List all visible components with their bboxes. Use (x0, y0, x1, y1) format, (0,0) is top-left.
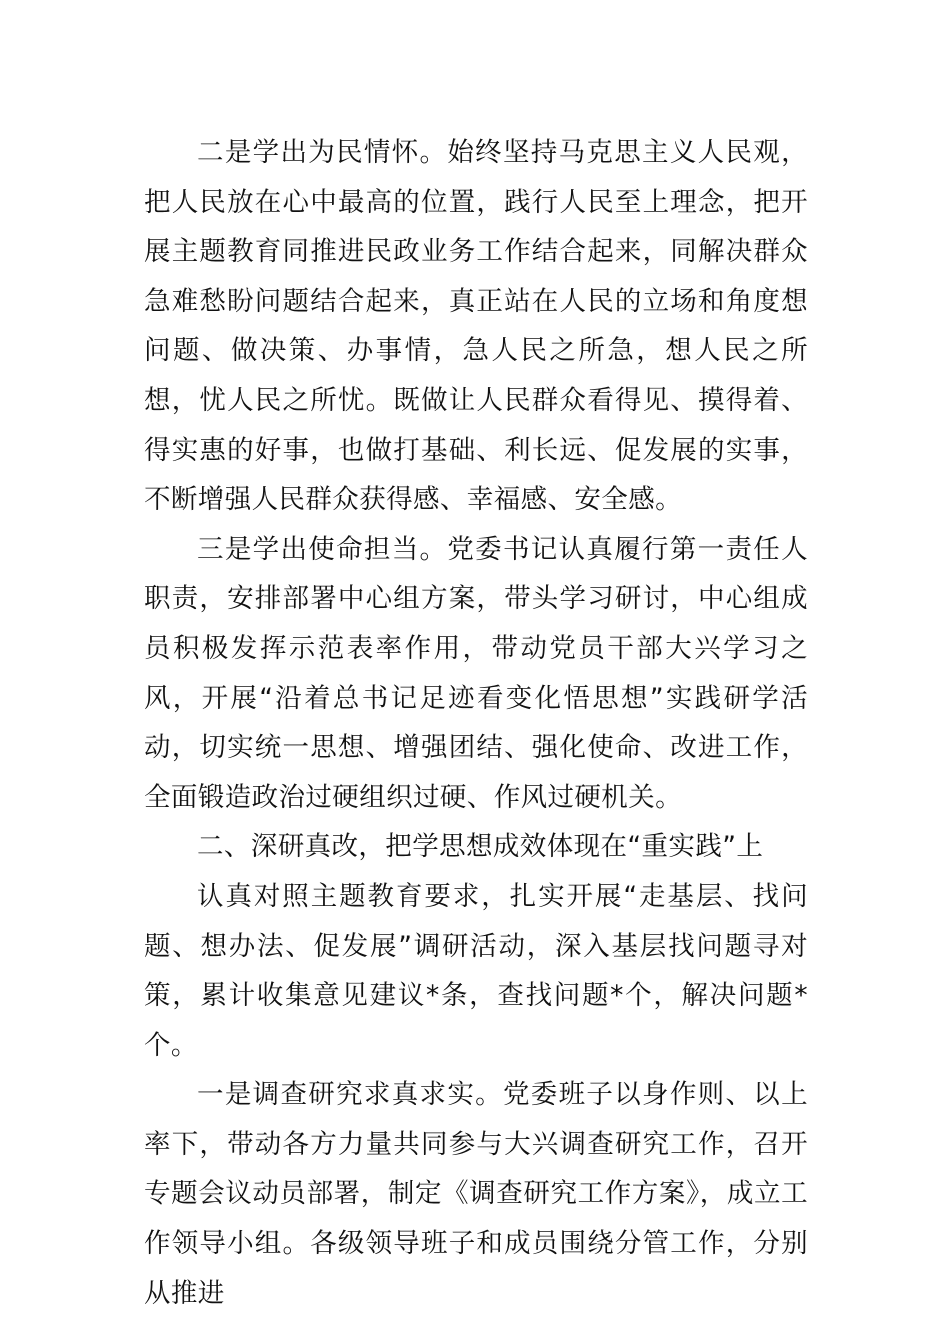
paragraph-people-centered: 二是学出为民情怀。始终坚持马克思主义人民观，把人民放在心中最高的位置，践行人民至上理念，把开展主题教育同推进民政业务工作结合起来，同解决群众急难愁盼问题结合起来，真正站在人民的立场和角度想问题、做决策、办事情，急人民之所急，想人民之所想，忧人民之所忧。既做让人民群众看得见、摸得着、得实惠的好事，也做打基础、利长远、促发展的实事，不断增强人民群众获得感、幸福感、安全感。 (144, 137, 808, 516)
section-heading-practice: 二、深研真改，把学思想成效体现在“重实践”上 (197, 831, 764, 863)
document-body (144, 128, 808, 1318)
paragraph-mission: 三是学出使命担当。党委书记认真履行第一责任人职责，安排部署中心组方案，带头学习研讨，中心组成员积极发挥示范表率作用，带动党员干部大兴学习之风，开展“沿着总书记足迹看变化悟思想”实践研学活动，切实统一思想、增强团结、强化使命、改进工作，全面锻造政治过硬组织过硬、作风过硬机关。 (144, 533, 808, 813)
paragraph-research-activity: 认真对照主题教育要求，扎实开展“走基层、找问题、想办法、促发展”调研活动，深入基层找问题寻对策，累计收集意见建议*条，查找问题*个，解决问题*个。 (144, 880, 808, 1061)
paragraph-investigation: 一是调查研究求真求实。党委班子以身作则、以上率下，带动各方力量共同参与大兴调查研究工作，召开专题会议动员部署，制定《调查研究工作方案》，成立工作领导小组。各级领导班子和成员围绕分管工作，分别从推进 (144, 1079, 808, 1309)
